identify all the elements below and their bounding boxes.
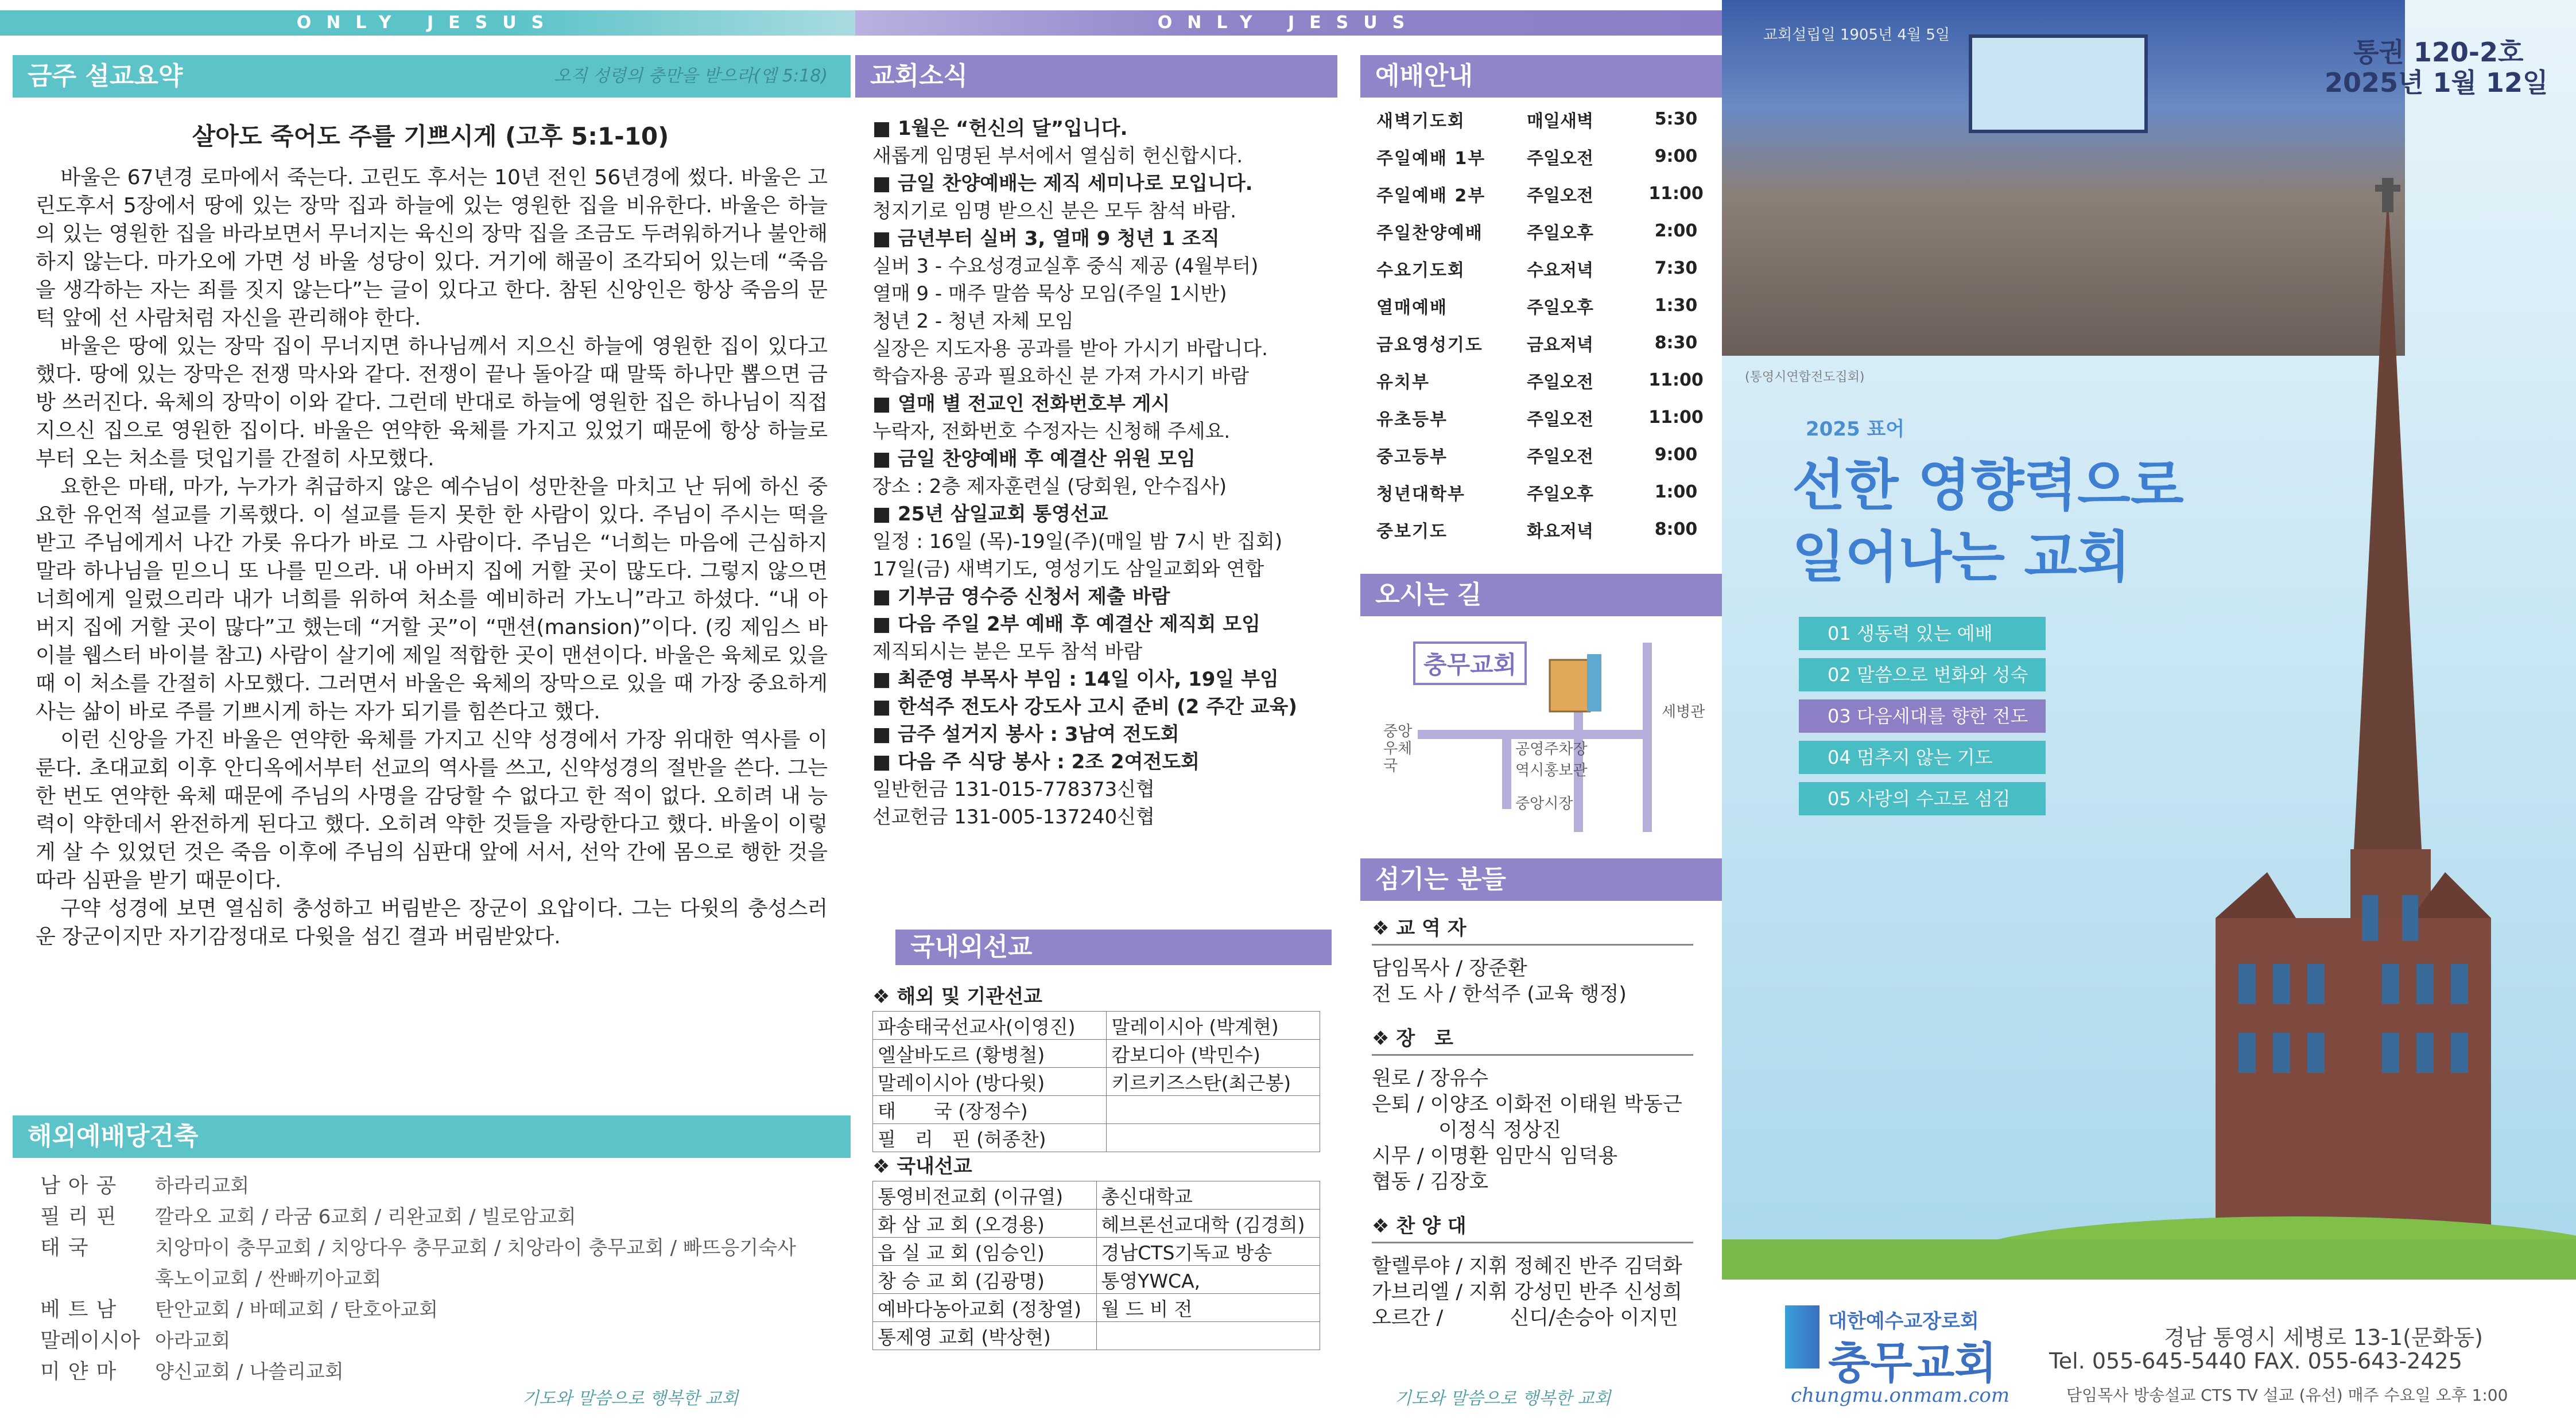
overseas-country: 베트남 — [40, 1298, 125, 1321]
vision-item: 01 생동력 있는 예배 — [1799, 617, 2046, 650]
worship-time: 1:00 — [1654, 482, 1698, 502]
overseas-churches: 양신교회 / 나쓸리교회 — [155, 1360, 344, 1383]
overseas-churches: 깔라오 교회 / 라굼 6교회 / 리완교회 / 빌로암교회 — [155, 1206, 576, 1228]
mission-cell: 태 국 (장정수) — [873, 1096, 1107, 1124]
table-row — [873, 1040, 1320, 1068]
cover-panel — [1722, 0, 2576, 1423]
overseas-row — [40, 1202, 844, 1233]
overseas-footer: 기도와 말씀으로 행복한 교회 — [522, 1389, 739, 1409]
issue-number: 통권 120-2호 — [2353, 37, 2524, 68]
servant-line: 전 도 사 / 한석주 (교육 행정) — [1372, 983, 1627, 1006]
worship-name: 유초등부 — [1376, 409, 1448, 430]
news-item — [872, 170, 1337, 225]
news-item-head: ■ 25년 삼일교회 통영선교 — [872, 500, 1337, 528]
mission-cell: 통영비전교회 (이규열) — [873, 1181, 1097, 1210]
news-item-head: ■ 금주 설거지 봉사 : 3남여 전도회 — [872, 721, 1337, 748]
mission-cell: 읍 실 교 회 (임승인) — [873, 1238, 1097, 1266]
sermon-header — [13, 55, 851, 98]
map-label: 세병관 — [1662, 703, 1705, 721]
worship-day: 수요저녁 — [1527, 260, 1593, 281]
worship-day: 금요저녁 — [1527, 335, 1593, 355]
table-row — [873, 1294, 1320, 1322]
directions-map — [1360, 625, 1716, 843]
sermon-paragraph: 바울은 땅에 있는 장막 집이 무너지면 하나님께서 지으신 하늘에 영원한 집이 있다고 했다. 땅에 있는 장막은 전쟁 막사와 같다. 전쟁이 끝나 돌아갈 때 말뚝 하나만 뽑으면 금방 쓰러진다. 육체의 장막이 이와 같다. 그런데 반대로 하늘에 영원한 집은 하나님이 직접 지으신 집으로 영원한 집이다. 바울은 연약한 육체를 가지고 있었기 때문에 항상 하늘로부터 오는 처소를 덧입기를 간절히 사모했다. — [36, 335, 828, 471]
news-item-line: 청년 2 - 청년 자체 모임 — [872, 310, 1074, 333]
news-item — [872, 721, 1337, 748]
news-item-line: 실장은 지도자용 공과를 받아 가시기 바랍니다. — [872, 337, 1268, 360]
overseas-churches: 치앙마이 충무교회 / 치앙다우 충무교회 / 치앙라이 충무교회 / 빠뜨응기숙사 — [155, 1237, 796, 1259]
sermon-paragraph: 바울은 67년경 로마에서 죽는다. 고린도 후서는 10년 전인 56년경에 썼다. 바울은 고린도후서 5장에서 땅에 있는 장막 집과 하늘에 있는 영원한 집을 비유한다. 바울은 하늘의 있는 영원한 집을 바라보면서 무너지는 육신의 장막 집을 조금도 두려워하거나 불안해하지 않는다. 마가오에 가면 성 바울 성당이 있다. 거기에 해골이 조각되어 있는데 “죽음을 생각하는 자는 죄를 짓지 않는다”는 글이 있다고 한다. 참된 신앙인은 항상 죽음의 문턱 앞에 선 사람처럼 자신을 관리해야 한다. — [36, 166, 828, 330]
worship-day: 주일오후 — [1527, 223, 1593, 243]
worship-time: 2:00 — [1654, 221, 1698, 241]
servant-line: 할렐루야 / 지휘 정혜진 반주 김덕화 — [1372, 1255, 1682, 1278]
worship-name: 금요영성기도 — [1376, 335, 1483, 355]
photo-caption: 교회설립일 1905년 4월 5일 — [1763, 26, 1950, 44]
table-row — [873, 1096, 1320, 1124]
servant-line: 가브리엘 / 지휘 강성민 반주 신성희 — [1372, 1281, 1682, 1304]
news-item — [872, 693, 1337, 721]
news-item — [872, 500, 1337, 583]
vision-item: 04 멈추지 않는 기도 — [1799, 741, 2046, 774]
servant-line: 은퇴 / 이양조 이화전 이태원 박동근 — [1372, 1093, 1682, 1116]
worship-row — [1360, 287, 1710, 324]
only-jesus-banner: ONLY JESUS — [0, 10, 855, 36]
worship-day: 주일오후 — [1527, 297, 1593, 318]
table-row — [873, 1266, 1320, 1294]
news-item-line: 실버 3 - 수요성경교실후 중식 제공 (4월부터) — [872, 255, 1259, 278]
news-item-line: 열매 9 - 매주 말씀 묵상 모임(주일 1시반) — [872, 282, 1227, 305]
worship-time: 11:00 — [1648, 407, 1704, 427]
overseas-row — [40, 1233, 844, 1263]
news-item — [872, 583, 1337, 611]
overseas-country: 말레이시아 — [40, 1329, 140, 1352]
missions-group-domestic: ❖ 국내선교 — [872, 1152, 1332, 1181]
worship-name: 청년대학부 — [1376, 484, 1465, 504]
worship-time: 8:30 — [1654, 333, 1698, 353]
church-logo — [1785, 1305, 1820, 1368]
news-item-head: ■ 다음 주일 2부 예배 후 예결산 제직회 모임 — [872, 611, 1337, 638]
map-label: 역시홍보관 — [1515, 762, 1588, 779]
worship-row — [1360, 212, 1710, 250]
overseas-country: 미얀마 — [40, 1360, 125, 1383]
overseas-country: 남아공 — [40, 1174, 125, 1198]
servant-line: 이정식 정상진 — [1372, 1119, 1562, 1142]
table-row — [873, 1322, 1320, 1350]
vision-item: 03 다음세대를 향한 전도 — [1799, 699, 2046, 733]
sermon-title: 살아도 죽어도 주를 기쁘시게 (고후 5:1-10) — [192, 122, 669, 150]
news-item-head: ■ 열매 별 전교인 전화번호부 게시 — [872, 390, 1337, 418]
news-item-line: 선교헌금 131-005-137240신협 — [872, 806, 1155, 829]
servants-group-header: ❖ 찬 양 대 — [1372, 1210, 1693, 1243]
mission-cell: 월 드 비 전 — [1096, 1294, 1320, 1322]
news-item-head: ■ 최준영 부목사 부임 : 14일 이사, 19일 부임 — [872, 666, 1337, 693]
worship-day: 주일오전 — [1527, 185, 1593, 206]
missions-table-overseas — [872, 1011, 1320, 1152]
news-item-head: ■ 금일 찬양예배 후 예결산 위원 모임 — [872, 445, 1337, 473]
news-item-line: 17일(금) 새벽기도, 영성기도 삼일교회와 연합 — [872, 558, 1264, 581]
servant-line: 원로 / 장유수 — [1372, 1067, 1489, 1090]
overseas-churches: 하라리교회 — [155, 1175, 250, 1198]
mission-cell: 파송태국선교사(이영진) — [873, 1012, 1107, 1040]
mission-cell: 헤브론선교대학 (김경희) — [1096, 1210, 1320, 1238]
church-website[interactable]: chungmu.onmam.com — [1791, 1384, 2010, 1407]
map-label: 중앙우체국 — [1383, 723, 1413, 775]
mission-cell: 예바다농아교회 (정창열) — [873, 1294, 1097, 1322]
overseas-country — [40, 1263, 155, 1294]
motto-label: 2025 표어 — [1806, 418, 1905, 441]
overseas-churches: 아라교회 — [155, 1329, 231, 1352]
worship-name: 유치부 — [1376, 372, 1430, 392]
news-item-head: ■ 한석주 전도사 강도사 고시 준비 (2 주간 교육) — [872, 693, 1337, 721]
church-building-illustration — [1722, 0, 2576, 1280]
mission-cell — [1107, 1124, 1320, 1152]
worship-day: 주일오전 — [1527, 409, 1593, 430]
news-header: 교회소식 — [855, 55, 1337, 98]
overseas-list — [40, 1171, 844, 1387]
news-item — [872, 225, 1337, 390]
broadcast-notice: 담임목사 방송설교 CTS TV 설교 (유선) 매주 수요일 오후 1:00 — [2066, 1386, 2508, 1405]
servant-line: 협동 / 김장호 — [1372, 1171, 1489, 1193]
denomination-name: 대한예수교장로회 — [1828, 1310, 1979, 1333]
mission-cell: 총신대학교 — [1096, 1181, 1320, 1210]
worship-name: 주일예배 1부 — [1376, 148, 1486, 169]
vision-item: 05 사랑의 수고로 섬김 — [1799, 782, 2046, 815]
overseas-churches: 훅노이교회 / 싼빠끼아교회 — [155, 1268, 382, 1290]
missions-table-domestic — [872, 1181, 1320, 1350]
news-item — [872, 666, 1337, 693]
worship-day: 주일오전 — [1527, 372, 1593, 392]
worship-row — [1360, 436, 1710, 473]
worship-table — [1360, 100, 1710, 548]
missions-section — [872, 982, 1332, 1350]
worship-row — [1360, 100, 1710, 138]
vision-item: 02 말씀으로 변화와 성숙 — [1799, 658, 2046, 691]
issue-date: 2025년 1월 12일 — [2325, 67, 2548, 98]
sermon-paragraph: 이런 신앙을 가진 바울은 연약한 육체를 가지고 신약 성경에서 가장 위대한 역사를 이룬다. 초대교회 이후 안디옥에서부터 선교의 역사를 쓰고, 신약성경의 절반을 쓴다. 그는 한 번도 연약한 육체 때문에 주님의 사명을 감당할 수 없다고 한 적이 없다. 오히려 내 능력이 약한데서 완전하게 된다고 했다. 오히려 약한 것들을 자랑한다고 했다. 바울이 이렇게 살 수 있었던 것은 죽음 이후에 주님의 심판대 앞에 서서, 선악 간에 몸으로 행한 것을 따라 심판을 받기 때문이다. — [36, 728, 828, 892]
mission-cell: 통영YWCA, — [1096, 1266, 1320, 1294]
mission-cell: 통제영 교회 (박상현) — [873, 1322, 1097, 1350]
church-phone-fax: Tel. 055-645-5440 FAX. 055-643-2425 — [2049, 1348, 2462, 1374]
worship-time: 11:00 — [1648, 184, 1704, 204]
servants-list — [1372, 912, 1693, 1331]
servant-line: 오르간 / 신디/손승아 이지민 — [1372, 1307, 1678, 1329]
worship-row — [1360, 175, 1710, 212]
worship-row — [1360, 324, 1710, 361]
sermon-paragraph: 구약 성경에 보면 열심히 충성하고 버림받은 장군이 요압이다. 그는 다윗의 충성스러운 장군이지만 자기감정대로 다윗을 섬긴 결과 버림받았다. — [36, 897, 828, 948]
news-item-head: ■ 금일 찬양예배는 제직 세미나로 모입니다. — [872, 170, 1337, 197]
motto-line-2: 일어나는 교회 — [1792, 525, 2131, 589]
overseas-row — [40, 1356, 844, 1387]
worship-row — [1360, 138, 1710, 175]
news-item-line: 학습자용 공과 필요하신 분 가져 가시기 바람 — [872, 365, 1250, 388]
news-item-line: 누락자, 전화번호 수정자는 신청해 주세요. — [872, 420, 1231, 443]
table-row — [873, 1238, 1320, 1266]
servants-footer: 기도와 말씀으로 행복한 교회 — [1395, 1389, 1611, 1409]
worship-time: 8:00 — [1654, 519, 1698, 539]
news-item-line: 새롭게 임명된 부서에서 열심히 헌신합시다. — [872, 145, 1243, 168]
news-item — [872, 390, 1337, 445]
news-item-line: 청지기로 임명 받으신 분은 모두 참석 바람. — [872, 200, 1236, 223]
worship-day: 주일오후 — [1527, 484, 1593, 504]
table-row — [873, 1012, 1320, 1040]
overseas-country: 태국 — [40, 1236, 96, 1259]
news-item-line: 제직되시는 분은 모두 참석 바람 — [872, 640, 1143, 663]
worship-name: 새벽기도회 — [1376, 111, 1465, 131]
missions-group-overseas: ❖ 해외 및 기관선교 — [872, 982, 1332, 1011]
news-list — [872, 115, 1337, 831]
worship-day: 화요저녁 — [1527, 521, 1593, 542]
table-row — [873, 1124, 1320, 1152]
overseas-row — [40, 1171, 844, 1202]
table-row — [873, 1210, 1320, 1238]
worship-day: 주일오전 — [1527, 148, 1593, 169]
map-label: 공영주차장 — [1515, 741, 1588, 758]
mission-cell: 창 승 교 회 (김광명) — [873, 1266, 1097, 1294]
overseas-row — [40, 1294, 844, 1325]
news-item-head: ■ 1월은 “헌신의 달”입니다. — [872, 115, 1337, 142]
mission-cell: 말레이시아 (박계현) — [1107, 1012, 1320, 1040]
church-name-logo: 충무교회 — [1828, 1338, 1997, 1389]
overseas-row — [40, 1263, 844, 1294]
overseas-churches: 탄안교회 / 바떼교회 / 탄호아교회 — [155, 1298, 439, 1321]
mission-cell: 엘살바도르 (황병철) — [873, 1040, 1107, 1068]
only-jesus-banner: ONLY JESUS — [855, 10, 1722, 36]
worship-name: 주일예배 2부 — [1376, 185, 1486, 206]
overseas-row — [40, 1325, 844, 1356]
news-item — [872, 115, 1337, 170]
worship-name: 수요기도회 — [1376, 260, 1465, 281]
servants-group-header: ❖ 장 로 — [1372, 1022, 1693, 1056]
map-church-label: 충무교회 — [1413, 641, 1527, 685]
sermon-paragraph: 요한은 마태, 마가, 누가가 취급하지 않은 예수님이 성만찬을 마치고 난 뒤에 하신 중요한 유언적 설교를 기록했다. 이 설교를 듣지 못한 한 사람이 있다. 주님이 주시는 떡을 받고 주님에게서 나간 가롯 유다가 바로 그 사람이다. 주님은 “너희는 마음에 근심하지 말라 하나님을 믿으니 또 나를 믿으라. 내 아버지 집에 거할 곳이 많도다. 그렇지 않으면 너희에게 일렀으리라 내가 너희를 위하여 처소를 예비하러 가노니”라고 하셨다. “내 아버지 집에 거할 곳이 많다”고 했는데 “거할 곳”이 “맨션(mansion)”이다. (킹 제임스 바이블 웹스터 바이블 참고) 사람이 살기에 제일 적합한 곳이 맨션이다. 바울은 육체로 있을 때 이 처소를 간절히 사모했다. 그러면서 바울은 육체의 장막으로 있을 때 가장 중요하게 사는 삶이 바로 주를 기쁘시게 하는 자가 되기를 힘쓴다고 했다. — [36, 475, 828, 724]
worship-time: 5:30 — [1654, 109, 1698, 129]
table-row — [873, 1181, 1320, 1210]
news-item-head: ■ 다음 주 식당 봉사 : 2조 2여전도회 — [872, 748, 1337, 776]
sermon-body — [36, 164, 828, 951]
servants-header: 섬기는 분들 — [1360, 858, 1722, 901]
worship-time: 7:30 — [1654, 258, 1698, 278]
overseas-country: 필리핀 — [40, 1205, 125, 1228]
overseas-header: 해외예배당건축 — [13, 1115, 851, 1158]
news-panel — [855, 0, 1343, 1423]
map-label: 중앙시장 — [1515, 795, 1573, 812]
sermon-panel — [0, 0, 855, 1423]
worship-row — [1360, 250, 1710, 287]
mission-cell: 키르키즈스탄(최근봉) — [1107, 1068, 1320, 1096]
worship-header: 예배안내 — [1360, 55, 1722, 98]
worship-row — [1360, 361, 1710, 399]
mission-cell: 화 삼 교 회 (오경용) — [873, 1210, 1097, 1238]
worship-day: 주일오전 — [1527, 446, 1593, 467]
mission-cell: 필 리 핀 (허종찬) — [873, 1124, 1107, 1152]
sermon-header-label: 금주 설교요약 — [28, 61, 183, 91]
news-item-line: 장소 : 2층 제자훈련실 (당회원, 안수집사) — [872, 475, 1227, 498]
table-row — [873, 1068, 1320, 1096]
mission-cell: 말레이시아 (방다윗) — [873, 1068, 1107, 1096]
worship-time: 1:30 — [1654, 296, 1698, 316]
servant-line: 담임목사 / 장준환 — [1372, 957, 1527, 980]
worship-name: 주일찬양예배 — [1376, 223, 1483, 243]
sermon-subheader: 오직 성령의 충만을 받으라(엡 5:18) — [554, 66, 828, 86]
missions-header: 국내외선교 — [895, 930, 1332, 965]
mission-cell: 캄보디아 (박민수) — [1107, 1040, 1320, 1068]
motto-line-1: 선한 영향력으로 — [1792, 453, 2184, 518]
church-address: 경남 통영시 세병로 13-1(문화동) — [2164, 1325, 2483, 1350]
news-item-head: ■ 금년부터 실버 3, 열매 9 청년 1 조직 — [872, 225, 1337, 252]
news-item-head: ■ 기부금 영수증 신청서 제출 바람 — [872, 583, 1337, 611]
news-item — [872, 748, 1337, 831]
worship-row — [1360, 511, 1710, 548]
map-header: 오시는 길 — [1360, 574, 1722, 616]
worship-name: 중고등부 — [1376, 446, 1448, 467]
worship-day: 매일새벽 — [1527, 111, 1593, 131]
news-item — [872, 445, 1337, 500]
worship-name: 중보기도 — [1376, 521, 1448, 542]
news-item — [872, 611, 1337, 666]
worship-time: 9:00 — [1654, 146, 1698, 166]
worship-time: 9:00 — [1654, 445, 1698, 465]
news-item-line: 일반헌금 131-015-778373신협 — [872, 778, 1155, 801]
worship-row — [1360, 473, 1710, 511]
mission-cell: 경남CTS기독교 방송 — [1096, 1238, 1320, 1266]
photo-note: (통영시연합전도집회) — [1745, 370, 1865, 384]
news-item-line: 일정 : 16일 (목)-19일(주)(매일 밤 7시 반 집회) — [872, 530, 1283, 553]
worship-row — [1360, 399, 1710, 436]
mission-cell — [1107, 1096, 1320, 1124]
servants-group-header: ❖ 교 역 자 — [1372, 912, 1693, 946]
worship-time: 11:00 — [1648, 370, 1704, 390]
mission-cell — [1096, 1322, 1320, 1350]
servant-line: 시무 / 이명환 임만식 임덕용 — [1372, 1145, 1618, 1168]
worship-name: 열매예배 — [1376, 297, 1448, 318]
